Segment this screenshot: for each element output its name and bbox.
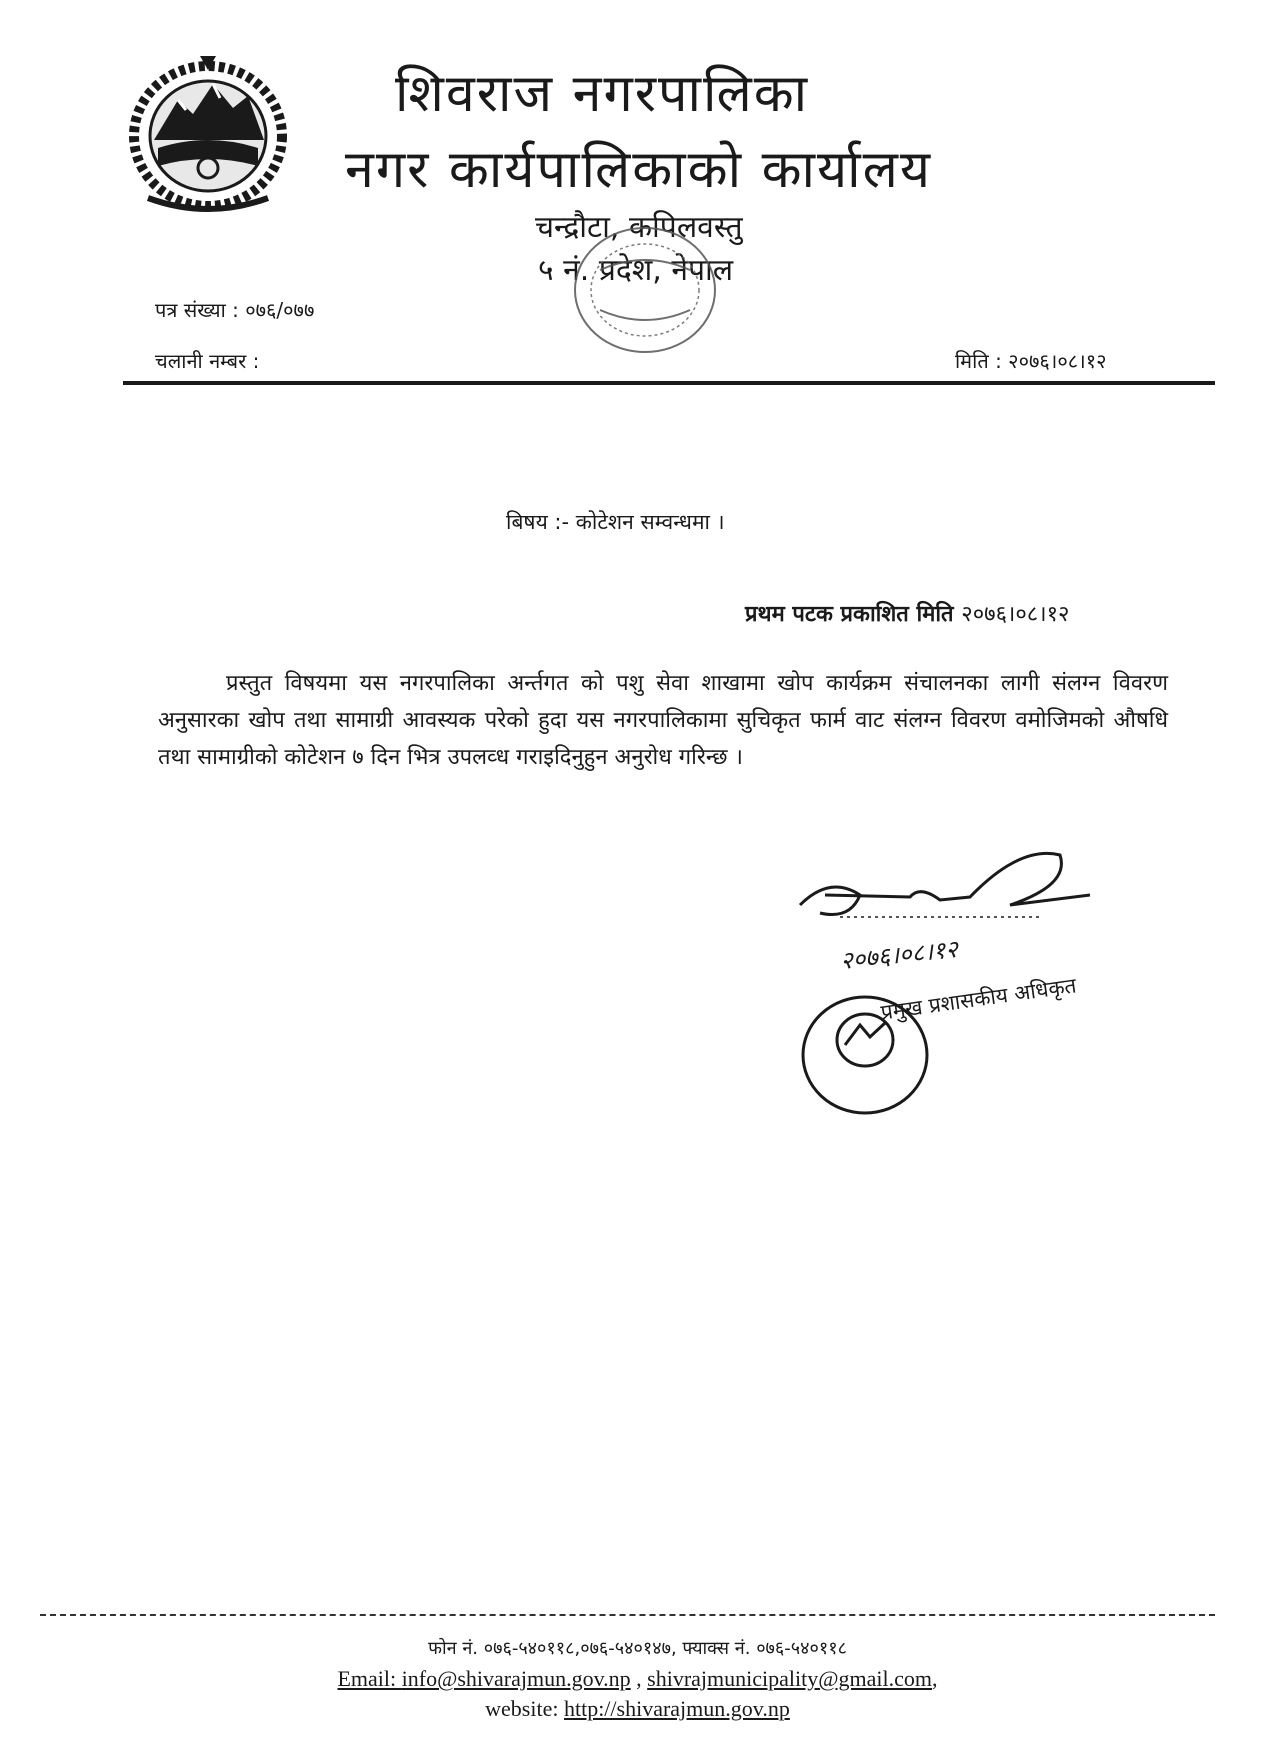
- email-link-gmail[interactable]: shivrajmunicipality@gmail.com: [647, 1666, 932, 1691]
- signature-icon: [800, 853, 1090, 917]
- letterhead-province: ५ नं. प्रदेश, नेपाल: [538, 253, 734, 288]
- footer-divider: [40, 1614, 1215, 1616]
- email-suffix: ,: [932, 1666, 938, 1691]
- signature-title: प्रमुख प्रशासकीय अधिकृत: [879, 973, 1078, 1025]
- published-date: २०७६।०८।१२: [961, 602, 1070, 627]
- dispatch-number: चलानी नम्बर :: [155, 349, 260, 373]
- email-link-info[interactable]: info@shivarajmun.gov.np: [401, 1666, 631, 1691]
- footer-website: [0, 1696, 1275, 1722]
- website-link[interactable]: http://shivarajmun.gov.np: [563, 1696, 790, 1721]
- website-prefix: website:: [485, 1696, 564, 1721]
- letterhead-title: शिवराज नगरपालिका: [395, 64, 810, 124]
- footer-email: [0, 1666, 1275, 1692]
- published-date-line: [745, 598, 1069, 628]
- nepal-emblem-icon: [118, 48, 298, 218]
- subject-line: बिषय :- कोटेशन सम्वन्धमा ।: [506, 510, 725, 534]
- letterhead-subtitle: नगर कार्यपालिकाको कार्यालय: [345, 140, 933, 200]
- letterhead-address: चन्द्रौटा, कपिलवस्तु: [535, 210, 743, 245]
- signature-date: २०७६।०८।१२: [838, 934, 960, 976]
- header-divider: [123, 381, 1215, 385]
- email-separator: ,: [630, 1666, 648, 1691]
- footer-phone: फोन नं. ०७६-५४०११८,०७६-५४०१४७, फ्याक्स नं. ०७६-५४०११८: [428, 1638, 847, 1659]
- office-stamp-icon: [560, 210, 730, 370]
- letter-number: पत्र संख्या : ०७६/०७७: [155, 298, 315, 322]
- email-prefix: Email:: [337, 1666, 402, 1691]
- body-paragraph: प्रस्तुत विषयमा यस नगरपालिका अर्न्तगत को पशु सेवा शाखामा खोप कार्यक्रम संचालनका लागी संलग्न विवरण अनुसारका खोप तथा सामाग्री आवस्यक परेको हुदा यस नगरपालिकामा सुचिकृत फार्म वाट संलग्न विवरण वमोजिमको औषधि तथा सामाग्रीको कोटेशन ७ दिन भित्र उपलव्ध गराइदिनुहुन अनुरोध गरिन्छ ।: [158, 671, 1168, 770]
- letter-date: मिति : २०७६।०८।१२: [955, 349, 1107, 373]
- published-label: प्रथम पटक प्रकाशित मिति: [745, 602, 954, 627]
